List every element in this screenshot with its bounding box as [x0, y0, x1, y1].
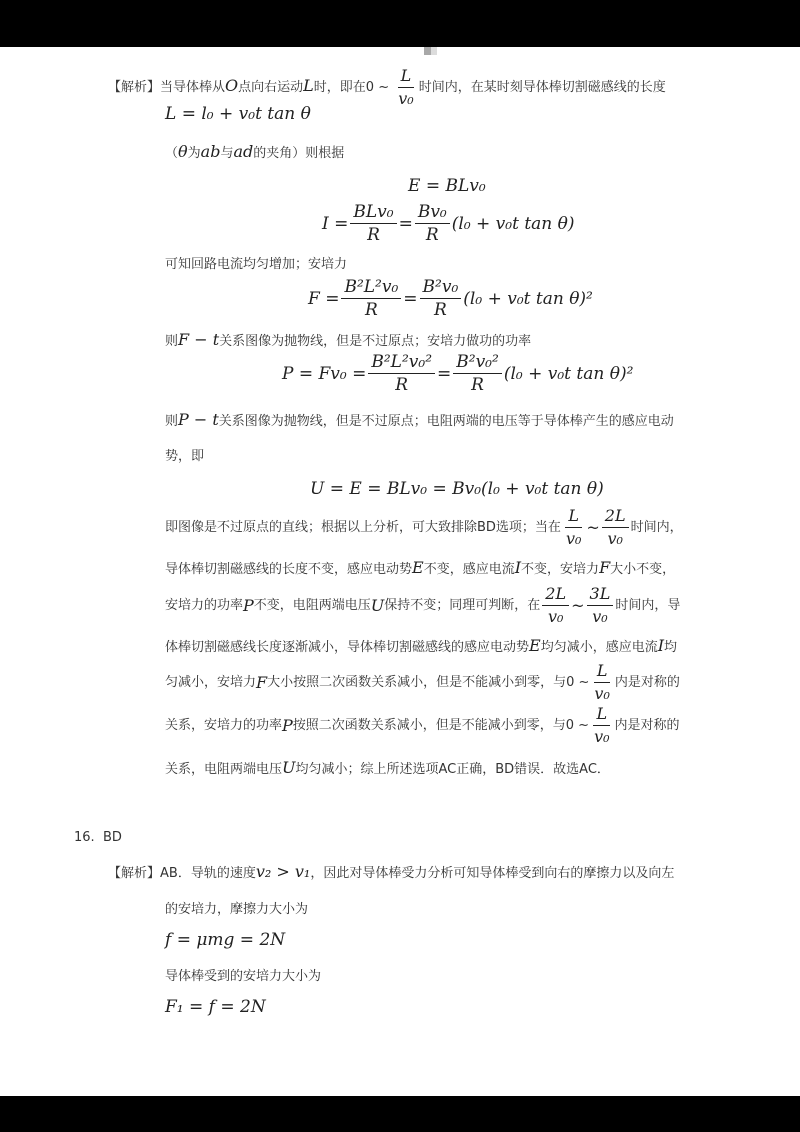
var-E: E [529, 636, 541, 655]
tail: (l₀ + v₀t tan θ)² [463, 288, 593, 309]
equals: = [398, 213, 413, 234]
text: 时间内，导 [615, 597, 681, 613]
denominator: v₀ [607, 529, 623, 548]
bottom-black-bar [0, 1096, 800, 1132]
var-P-t: P − t [178, 410, 219, 429]
denominator: v₀ [592, 607, 608, 626]
var-F: F [599, 558, 611, 577]
text: 的夹角）则根据 [253, 146, 345, 161]
var-L: L [303, 76, 314, 95]
text-line-e [165, 661, 680, 704]
text: 内是对称的 [614, 717, 680, 733]
numerator: 2L [542, 584, 569, 606]
numerator: B²L²v₀ [341, 277, 401, 299]
var-O: O [225, 76, 239, 95]
lhs: F = [308, 288, 340, 309]
fraction [587, 584, 614, 627]
fraction [563, 506, 584, 549]
numerator: B²L²v₀² [368, 352, 435, 374]
text: 时间内，在某时刻导体棒切割磁感线的长度 [418, 80, 666, 95]
text: 大小不变， [610, 562, 676, 577]
var-ab: ab [200, 142, 221, 161]
text-line-d [165, 636, 677, 658]
denominator: v₀ [565, 529, 582, 548]
equation-F1: F₁ = f = 2N [165, 997, 266, 1017]
equation-L: L = l₀ + v₀t tan θ [165, 104, 311, 124]
text: 即图像是不过原点的直线；根据以上分析，可大致排除BD选项；当在 [165, 519, 561, 535]
fraction [591, 704, 612, 747]
numerator: L [398, 66, 415, 88]
tail: (l₀ + v₀t tan θ) [451, 213, 575, 234]
numerator: L [565, 506, 582, 528]
text: 安培力的功率 [165, 597, 244, 613]
fraction [350, 202, 396, 245]
q16-analysis-line-1 [108, 862, 674, 884]
text: 点向右运动 [238, 80, 304, 95]
text-shi: 势，即 [165, 449, 205, 464]
analysis-tag: 【解析】 [108, 866, 161, 881]
numerator: B²v₀ [420, 277, 462, 299]
fraction [591, 661, 612, 704]
text: 均 [664, 640, 678, 655]
text: 体棒切割磁感线长度逐渐减小，导体棒切割磁感线的感应电动势 [165, 640, 530, 655]
text: 与 [220, 146, 234, 161]
var-theta: θ [178, 142, 188, 161]
denominator: R [367, 225, 380, 245]
equals: = [437, 363, 452, 384]
var-F: F [256, 672, 268, 692]
text: 则 [165, 414, 179, 429]
numerator: L [593, 704, 610, 726]
q16-line-3: 导体棒受到的安培力大小为 [165, 969, 322, 984]
page-marker-light [431, 47, 437, 55]
text: 关系，安培力的功率 [165, 717, 283, 733]
text: 保持不变；同理可判断，在 [384, 597, 541, 613]
equals: = [403, 288, 418, 309]
denominator: v₀ [398, 89, 414, 108]
question-number: 16. [74, 830, 95, 845]
analysis-tag: 【解析】 [108, 80, 161, 95]
var-P: P [282, 715, 293, 735]
text-line-c [165, 584, 680, 627]
denominator: v₀ [547, 607, 564, 626]
text-current: 可知回路电流均匀增加；安培力 [165, 257, 348, 272]
text: 匀减小，安培力 [165, 674, 257, 690]
var-P: P [243, 595, 254, 615]
denominator: R [395, 375, 409, 395]
text: 时，即在0 ~ [313, 80, 394, 95]
inequality: v₂ > v₁ [255, 862, 311, 881]
text: 关系图像为抛物线，但是不过原点；电阻两端的电压等于导体棒产生的感应电动 [218, 414, 674, 429]
var-E: E [412, 558, 424, 577]
var-ad: ad [233, 142, 254, 161]
equation-P [282, 352, 633, 395]
theta-note [165, 142, 344, 164]
text: 关系，电阻两端电压 [165, 762, 283, 777]
fraction [368, 352, 435, 395]
lhs: P = Fv₀ = [282, 363, 367, 384]
tilde: ~ [571, 595, 585, 615]
text-line-a [165, 506, 683, 549]
text-line-g [165, 758, 610, 780]
var-I: I [657, 636, 665, 655]
text: 内是对称的 [614, 674, 680, 690]
equation-F [308, 277, 593, 320]
text: 均匀减小，感应电流 [540, 640, 658, 655]
numerator: Bv₀ [415, 202, 450, 224]
equation-E: E = BLv₀ [408, 176, 486, 196]
var-I: I [514, 558, 522, 577]
fraction [453, 352, 502, 395]
tilde: ~ [586, 517, 600, 537]
top-black-bar [0, 0, 800, 47]
var-U: U [370, 595, 385, 615]
text: 关系图像为抛物线，但是不过原点；安培力做功的功率 [219, 334, 532, 349]
text: AB．导轨的速度 [160, 866, 256, 881]
var-F-t: F − t [178, 330, 220, 349]
text-line-f [165, 704, 680, 747]
page-marker [424, 47, 431, 55]
text: 时间内， [630, 519, 683, 535]
text: 不变，安培力 [521, 562, 600, 577]
text: 不变，电阻两端电压 [253, 597, 371, 613]
denominator: R [471, 375, 484, 395]
fraction-L-v0 [395, 66, 416, 109]
numerator: BLv₀ [350, 202, 396, 224]
var-U: U [282, 758, 296, 777]
fraction [542, 584, 569, 627]
denominator: R [434, 300, 447, 320]
text: 不变，感应电流 [423, 562, 515, 577]
tail: (l₀ + v₀t tan θ)² [503, 363, 634, 384]
numerator: 3L [587, 584, 614, 606]
text-P-t [165, 410, 674, 432]
denominator: R [364, 300, 378, 320]
text: 大小按照二次函数关系减小，但是不能减小到零，与0 ~ [267, 674, 590, 690]
answer: BD [102, 830, 122, 845]
fraction [341, 277, 401, 320]
equation-I [322, 202, 575, 245]
text: 导体棒切割磁感线的长度不变，感应电动势 [165, 562, 413, 577]
denominator: v₀ [594, 727, 610, 746]
text: （ [165, 146, 179, 161]
text: ，因此对导体棒受力分析可知导体棒受到向右的摩擦力以及向左 [310, 866, 675, 881]
question-16-header [74, 828, 122, 848]
text-F-t [165, 330, 531, 352]
text: 为 [187, 146, 201, 161]
denominator: v₀ [594, 684, 610, 703]
text: 当导体棒从 [160, 80, 226, 95]
equation-friction: f = μmg = 2N [165, 930, 286, 950]
fraction [602, 506, 629, 549]
numerator: B²v₀² [453, 352, 502, 374]
numerator: L [594, 661, 611, 683]
lhs: I = [322, 213, 349, 234]
numerator: 2L [602, 506, 629, 528]
fraction [415, 202, 450, 245]
text: 按照二次函数关系减小，但是不能减小到零，与0 ~ [292, 717, 590, 733]
equation-U: U = E = BLv₀ = Bv₀(l₀ + v₀t tan θ) [310, 479, 604, 499]
text: 均匀减小；综上所述选项AC正确，BD错误．故选AC． [295, 762, 610, 777]
analysis-line-1 [108, 66, 666, 109]
text: 则 [165, 334, 179, 349]
text-line-b [165, 558, 675, 580]
q16-line-2: 的安培力，摩擦力大小为 [165, 902, 309, 917]
denominator: R [425, 225, 439, 245]
fraction [420, 277, 462, 320]
